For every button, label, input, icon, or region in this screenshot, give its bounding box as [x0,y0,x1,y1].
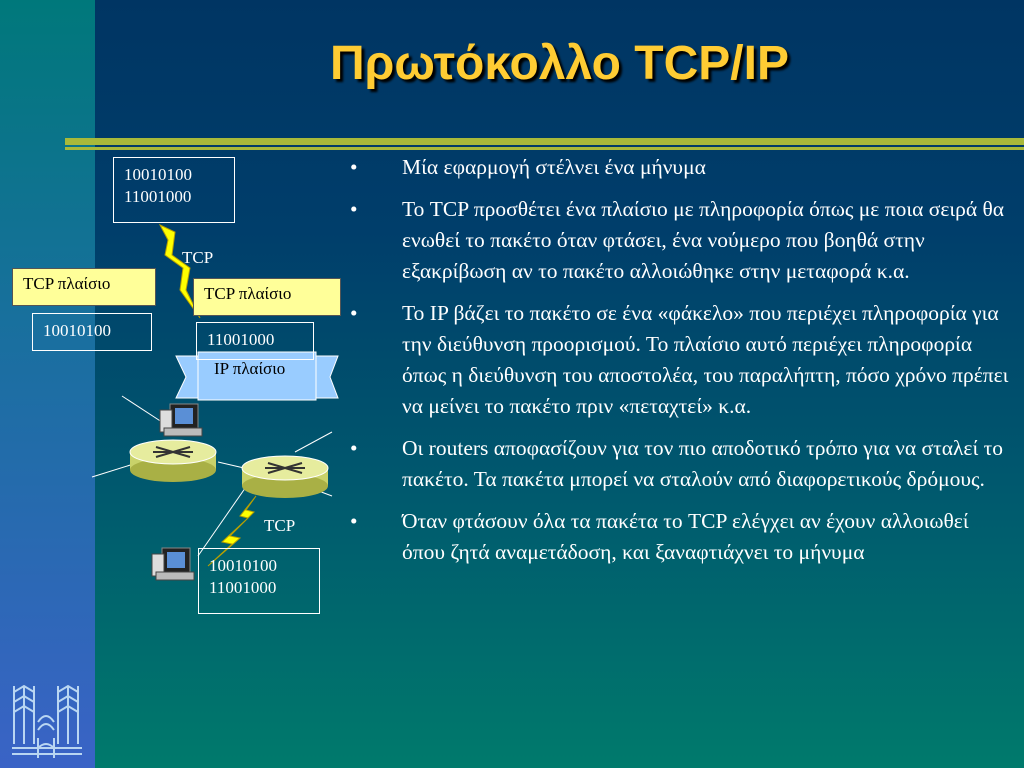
bullet-list [350,152,1014,579]
bullet-item: • Όταν φτάσουν όλα τα πακέτα το TCP ελέγχει αν έχουν αλλοιωθεί όπου ζητά αναμετάδοση, και ξαναφτιάχνει το μήνυμα [350,506,1014,568]
router-icon [242,456,328,498]
network-link [295,432,332,452]
tcp-frame-left: TCP πλαίσιο [12,268,156,306]
network-diagram-graphics [0,0,350,768]
message-top-line2: 11001000 [124,187,192,206]
network-link [218,462,244,468]
computer-icon [160,404,202,436]
tcp-frame-right: TCP πλαίσιο [193,278,341,316]
message-bottom-line2: 11001000 [209,578,277,597]
network-link [198,484,248,556]
bullet-item: • Το TCP προσθέτει ένα πλαίσιο με πληροφορία όπως με ποια σειρά θα ενωθεί το πακέτο όταν φτάσει, ένα νούμερο που βοηθά στην εξακρίβωση αν το πακέτο αλλοιώθηκε στην μεταφορά κ.α. [350,194,1014,287]
bullet-item: • Μία εφαρμογή στέλνει ένα μήνυμα [350,152,1014,183]
ip-frame-label: IP πλαίσιο [214,359,286,378]
slide-title: Πρωτόκολλο TCP/IP [330,37,789,90]
message-bottom-line1: 10010100 [209,556,277,575]
computer-icon [152,548,194,580]
tcp-label-top: TCP [182,248,214,267]
message-top-box [113,157,235,223]
university-logo-icon [8,682,86,762]
router-icon [130,440,216,482]
tcp-label-bottom: TCP [264,516,296,535]
ip-banner-ribbon [176,356,200,398]
packet-right: 11001000 [196,322,314,360]
bullet-item: • Οι routers αποφασίζουν για τον πιο αποδοτικό τρόπο για να σταλεί το πακέτο. Τα πακέτα μπορεί να σταλούν από διαφορετικούς δρόμους. [350,433,1014,495]
message-bottom-box [198,548,320,614]
packet-left: 10010100 [32,313,152,351]
message-top-line1: 10010100 [124,165,192,184]
bullet-item: • Το IP βάζει το πακέτο σε ένα «φάκελο» που περιέχει πληροφορία για την διεύθυνση προορισμού. Το πλαίσιο αυτό περιέχει πληροφορία όπως η διεύθυνση του αποστολέα, του παραλήπτη, πόσο χρόνο πρέπει να μείνει το πακέτο πριν «πεταχτεί» κ.α. [350,298,1014,422]
